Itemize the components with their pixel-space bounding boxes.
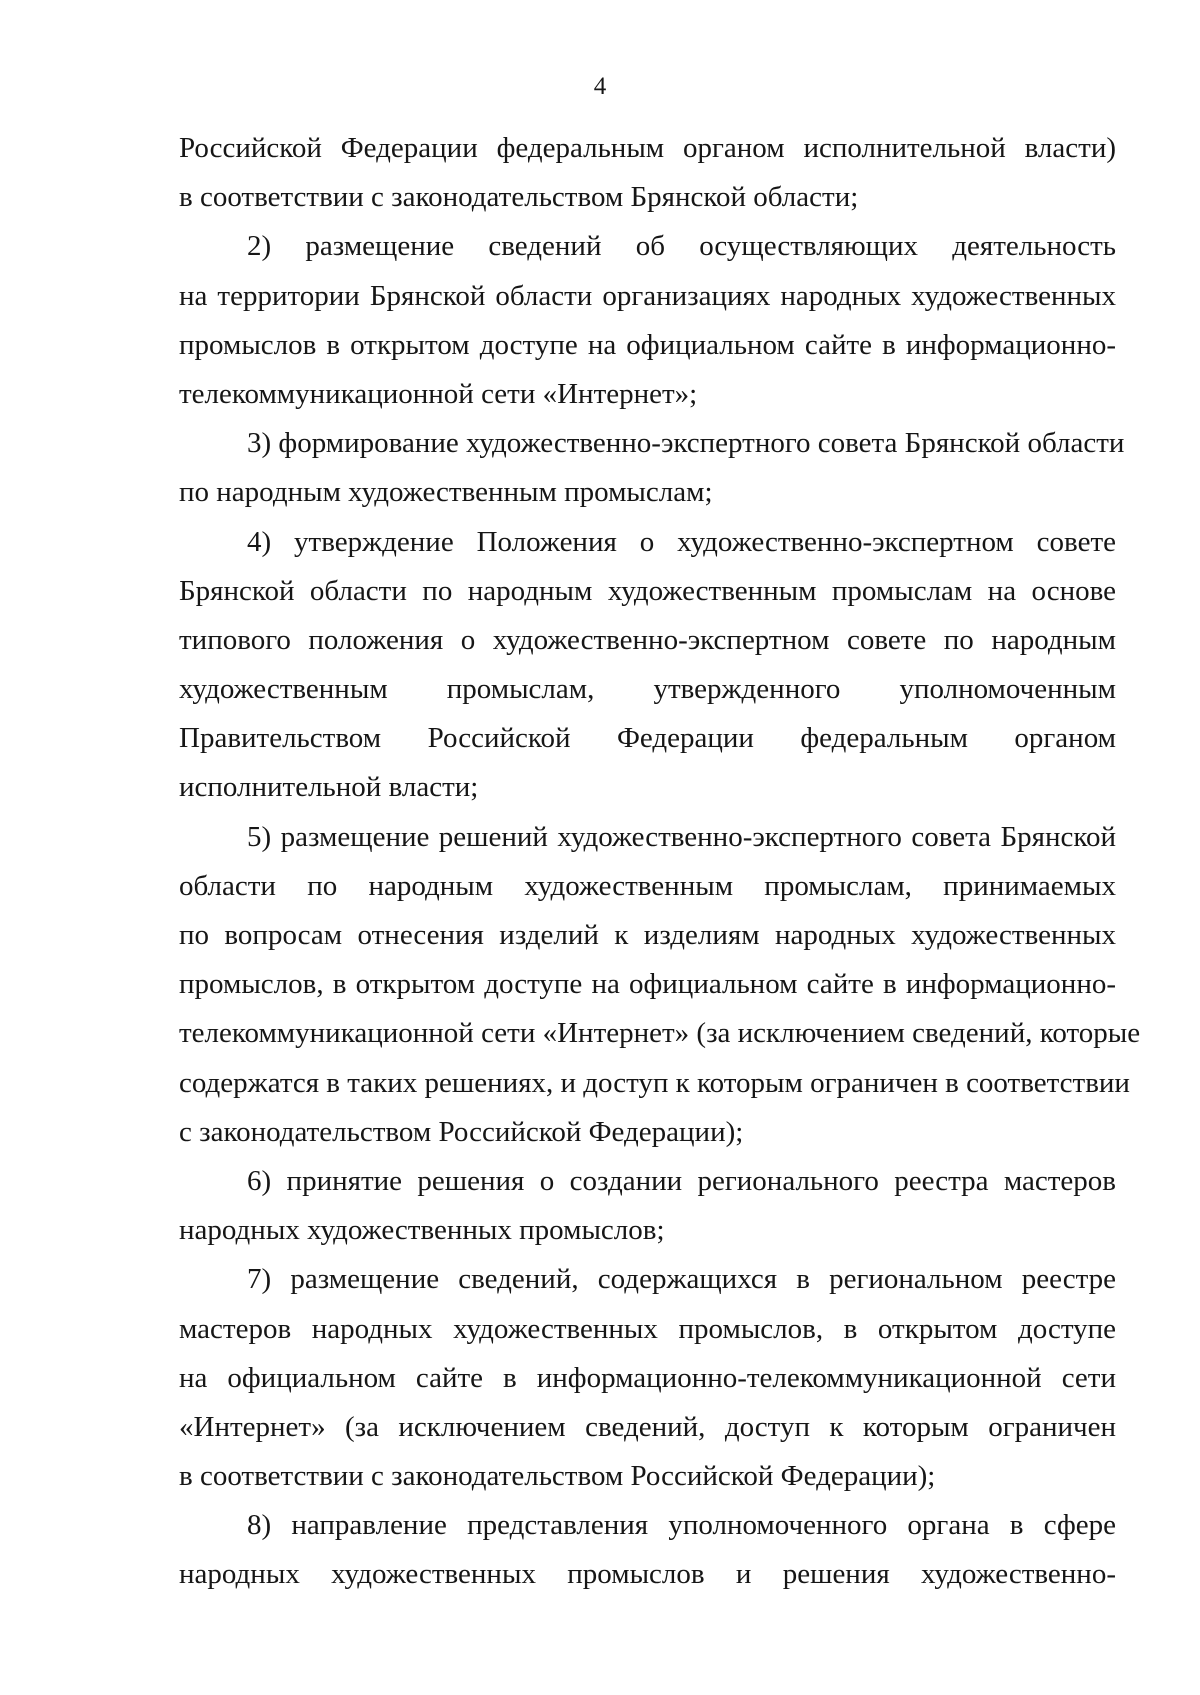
text-line: промыслов в открытом доступе на официальном сайте в информационно- (179, 328, 1116, 361)
text-line: «Интернет» (за исключением сведений, доступ к которым ограничен (179, 1410, 1116, 1443)
text-line: в соответствии с законодательством Российской Федерации); (179, 1460, 936, 1493)
text-line: с законодательством Российской Федерации); (179, 1115, 744, 1148)
page-number: 4 (593, 73, 607, 100)
text-line: мастеров народных художественных промыслов, в открытом доступе (179, 1312, 1116, 1345)
paragraph-item-5 (179, 813, 1141, 1157)
text-line: на территории Брянской области организациях народных художественных (179, 279, 1116, 312)
text-line: по вопросам отнесения изделий к изделиям народных художественных (179, 919, 1116, 951)
paragraph-item-6 (179, 1157, 1116, 1255)
text-line: исполнительной власти; (179, 771, 479, 804)
paragraph-continuation (179, 124, 1116, 222)
text-line: Российской Федерации федеральным органом исполнительной власти) (179, 132, 1116, 164)
paragraph-item-4 (179, 518, 1116, 813)
text-line: Правительством Российской Федерации федеральным органом (179, 722, 1116, 755)
text-line: содержатся в таких решениях, и доступ к которым ограничен в соответствии (179, 1066, 1130, 1099)
text-line: художественным промыслам, утвержденного уполномоченным (179, 673, 1116, 706)
text-line: 7) размещение сведений, содержащихся в региональном реестре (247, 1263, 1116, 1296)
text-line: в соответствии с законодательством Брянской области; (179, 181, 859, 214)
text-line: телекоммуникационной сети «Интернет»; (179, 377, 698, 410)
text-line: промыслов, в открытом доступе на официальном сайте в информационно- (179, 968, 1116, 1001)
paragraph-item-7 (179, 1255, 1116, 1501)
text-line: 4) утверждение Положения о художественно-экспертном совете (247, 525, 1116, 558)
text-line: 3) формирование художественно-экспертного совета Брянской области (247, 427, 1125, 460)
text-line: на официальном сайте в информационно-телекоммуникационной сети (179, 1361, 1116, 1394)
paragraph-item-3 (179, 419, 1125, 517)
text-line: 2) размещение сведений об осуществляющих деятельность (247, 230, 1116, 263)
document-body (179, 124, 1141, 1600)
text-line: 6) принятие решения о создании регионального реестра мастеров (247, 1164, 1116, 1197)
text-line: Брянской области по народным художественным промыслам на основе (179, 574, 1116, 607)
text-line: по народным художественным промыслам; (179, 476, 713, 509)
text-line: 5) размещение решений художественно-экспертного совета Брянской (247, 820, 1116, 853)
text-line: народных художественных промыслов и решения художественно- (179, 1558, 1116, 1591)
paragraph-item-2 (179, 222, 1116, 419)
text-line: типового положения о художественно-экспертном совете по народным (179, 623, 1116, 656)
paragraph-item-8 (179, 1501, 1116, 1599)
text-line: телекоммуникационной сети «Интернет» (за исключением сведений, которые (179, 1017, 1141, 1050)
text-line: народных художественных промыслов; (179, 1214, 665, 1247)
text-line: 8) направление представления уполномоченного органа в сфере (247, 1509, 1116, 1542)
text-line: области по народным художественным промыслам, принимаемых (179, 869, 1116, 902)
